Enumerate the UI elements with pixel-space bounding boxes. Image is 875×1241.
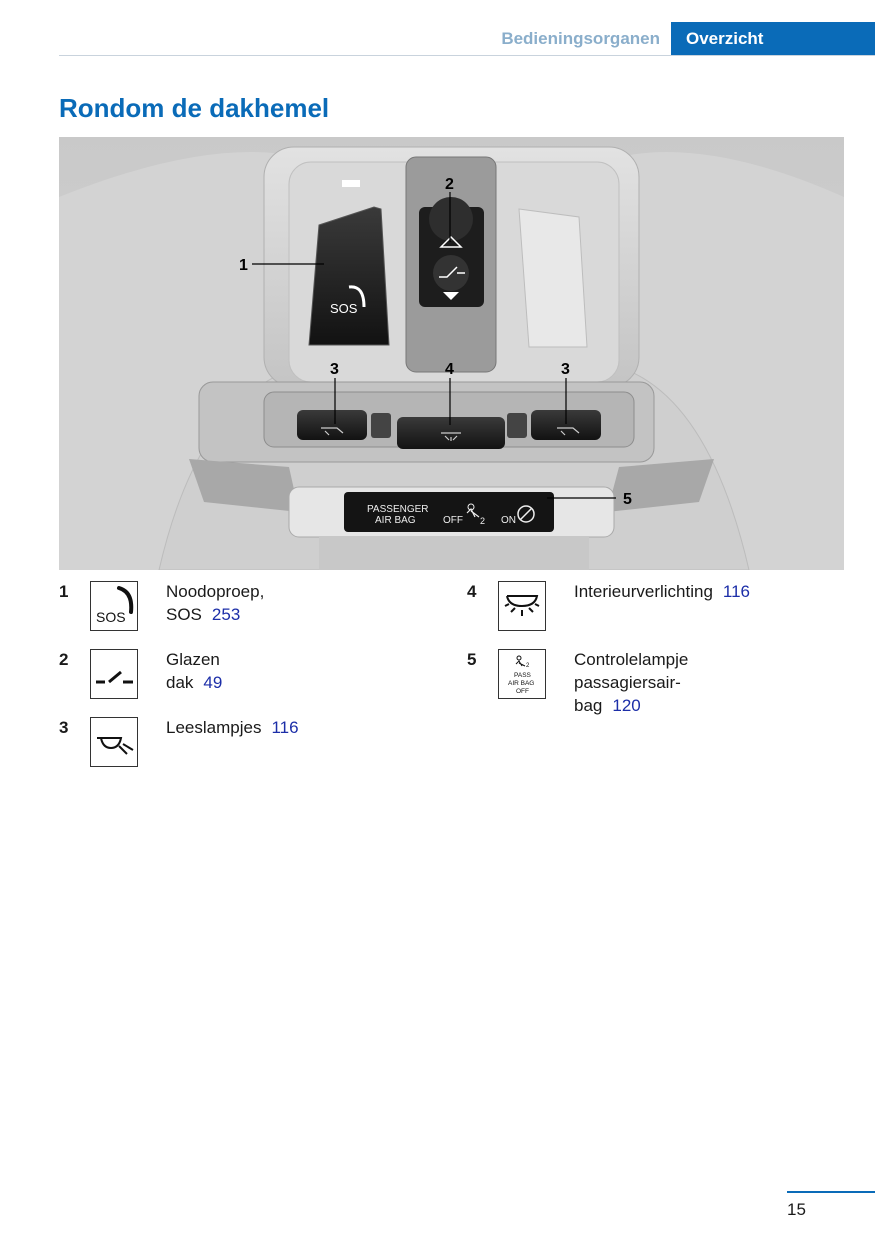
- page-number: 15: [787, 1200, 806, 1219]
- airbag-indicator-icon: [498, 649, 546, 699]
- airbag-off-label: OFF: [443, 515, 463, 526]
- legend-label: Leeslampjes: [166, 718, 262, 737]
- legend-page-link[interactable]: 120: [612, 696, 641, 715]
- airbag-icon-seat: 2: [526, 663, 530, 669]
- legend-label-line1: Controlelampje passagiersair-: [574, 650, 689, 692]
- header-divider: [59, 55, 875, 56]
- footer-divider: [787, 1191, 875, 1193]
- legend-number: 2: [59, 650, 69, 669]
- sos-icon: [90, 581, 138, 631]
- callout-3-right: 3: [561, 361, 570, 378]
- callout-1: 1: [239, 257, 248, 274]
- callout-5: 5: [623, 491, 632, 508]
- callout-2: 2: [445, 176, 454, 193]
- legend-label: Glazen dak: [166, 650, 220, 692]
- interior-light-icon: [498, 581, 546, 631]
- callout-3-left: 3: [330, 361, 339, 378]
- roof-console-illustration: [59, 137, 844, 570]
- legend-label-line2: bag: [574, 696, 603, 715]
- legend-number: 5: [467, 650, 477, 669]
- airbag-icon-line1: PASS: [514, 672, 531, 679]
- legend-page-link[interactable]: 116: [722, 582, 751, 601]
- sos-button-label: SOS: [330, 301, 358, 316]
- legend-label: Noodoproep, SOS: [166, 582, 265, 624]
- legend-number: 1: [59, 582, 69, 601]
- legend-page-link[interactable]: 116: [271, 718, 299, 737]
- sos-icon-text: SOS: [96, 609, 126, 625]
- airbag-panel-line1: PASSENGER: [367, 504, 429, 515]
- tab-overzicht[interactable]: Overzicht: [671, 22, 875, 56]
- airbag-panel-line2: AIR BAG: [375, 515, 416, 526]
- callout-4: 4: [445, 361, 454, 378]
- legend-number: 4: [467, 582, 477, 601]
- legend-page-link[interactable]: 253: [211, 605, 241, 624]
- legend-number: 3: [59, 718, 69, 737]
- legend-page-link[interactable]: 49: [203, 673, 223, 692]
- reading-light-icon: [90, 717, 138, 767]
- legend-label: Interieurverlichting: [574, 582, 713, 601]
- section-label: Bedieningsorganen: [501, 29, 660, 48]
- glass-roof-icon: [90, 649, 138, 699]
- page-title: Rondom de dakhemel: [59, 93, 330, 123]
- airbag-on-label: ON: [501, 515, 516, 526]
- airbag-seat-number: 2: [480, 516, 486, 526]
- airbag-icon-line2: AIR BAG: [508, 680, 535, 687]
- airbag-icon-line3: OFF: [516, 688, 529, 695]
